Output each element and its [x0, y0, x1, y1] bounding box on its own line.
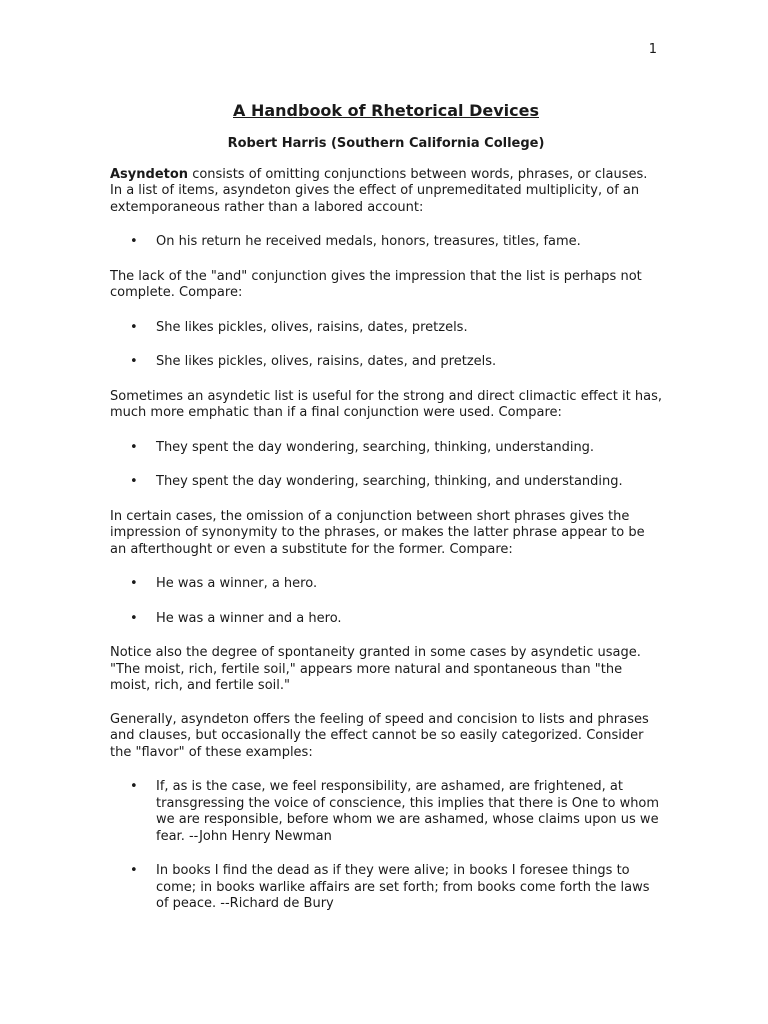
- bullet-icon: •: [130, 474, 138, 489]
- example-list-2: [110, 320, 662, 371]
- document-body: [110, 101, 662, 913]
- paragraph-2: The lack of the "and" conjunction gives the impression that the list is perhaps not complete. Compare:: [110, 268, 642, 300]
- paragraph-6: Generally, asyndeton offers the feeling of speed and concision to lists and phrases and clauses, but occasionally the effect cannot be so easily categorized. Consider the "flavor" of these examples:: [110, 711, 649, 760]
- bullet-icon: •: [130, 863, 138, 878]
- list-item: [110, 474, 662, 491]
- list-item: [110, 320, 662, 337]
- example-text: In books I find the dead as if they were alive; in books I foresee things to come; in books warlike affairs are set forth; from books come forth the laws of peace. --Richard de Bury: [156, 863, 650, 911]
- bullet-icon: •: [130, 779, 138, 794]
- paragraph-4: In certain cases, the omission of a conjunction between short phrases gives the impression of synonymity to the phrases, or makes the latter phrase appear to be an afterthought or even a substitute for the former. Compare:: [110, 508, 645, 557]
- example-text: They spent the day wondering, searching, thinking, and understanding.: [156, 474, 623, 489]
- example-text: He was a winner and a hero.: [156, 610, 342, 626]
- page-number: 1: [648, 42, 657, 57]
- example-list-3: [110, 440, 662, 491]
- list-item: [110, 440, 662, 457]
- example-list-5: [110, 779, 662, 913]
- example-text: On his return he received medals, honors, treasures, titles, fame.: [156, 234, 581, 249]
- document-author: Robert Harris (Southern California College): [227, 136, 545, 151]
- paragraph-5: Notice also the degree of spontaneity granted in some cases by asyndetic usage. "The moist, rich, fertile soil," appears more natural and spontaneous than "the moist, rich, and fertile soil.": [110, 645, 641, 693]
- list-item: [110, 611, 662, 628]
- intro-paragraph: [110, 167, 662, 217]
- example-text: She likes pickles, olives, raisins, dates, pretzels.: [156, 319, 468, 335]
- bullet-icon: •: [130, 234, 138, 249]
- bullet-icon: •: [130, 576, 138, 591]
- list-item: [110, 234, 662, 251]
- example-list-4: [110, 576, 662, 627]
- example-text: She likes pickles, olives, raisins, dates, and pretzels.: [156, 354, 497, 369]
- example-text: He was a winner, a hero.: [156, 576, 318, 591]
- example-text: If, as is the case, we feel responsibility, are ashamed, are frightened, at transgressing the voice of conscience, this implies that there is One to whom we are responsible, before whom we are ashamed, whose claims upon us we fear. --John Henry Newman: [156, 779, 660, 844]
- document-title: A Handbook of Rhetorical Devices: [233, 101, 539, 120]
- bullet-icon: •: [130, 319, 138, 335]
- list-item: [110, 863, 662, 913]
- term-asyndeton: Asyndeton: [110, 166, 189, 182]
- example-list-1: [110, 234, 662, 251]
- paragraph-3: Sometimes an asyndetic list is useful for the strong and direct climactic effect it has, much more emphatic than if a final conjunction were used. Compare:: [110, 388, 662, 420]
- list-item: [110, 576, 662, 593]
- list-item: [110, 354, 662, 371]
- list-item: [110, 779, 662, 845]
- example-text: They spent the day wondering, searching, thinking, understanding.: [156, 439, 595, 455]
- intro-text: consists of omitting conjunctions between words, phrases, or clauses. In a list of items, asyndeton gives the effect of unpremeditated multiplicity, of an extemporaneous rather than a labored account:: [110, 166, 648, 215]
- bullet-icon: •: [130, 610, 138, 626]
- bullet-icon: •: [130, 439, 138, 455]
- bullet-icon: •: [130, 354, 138, 369]
